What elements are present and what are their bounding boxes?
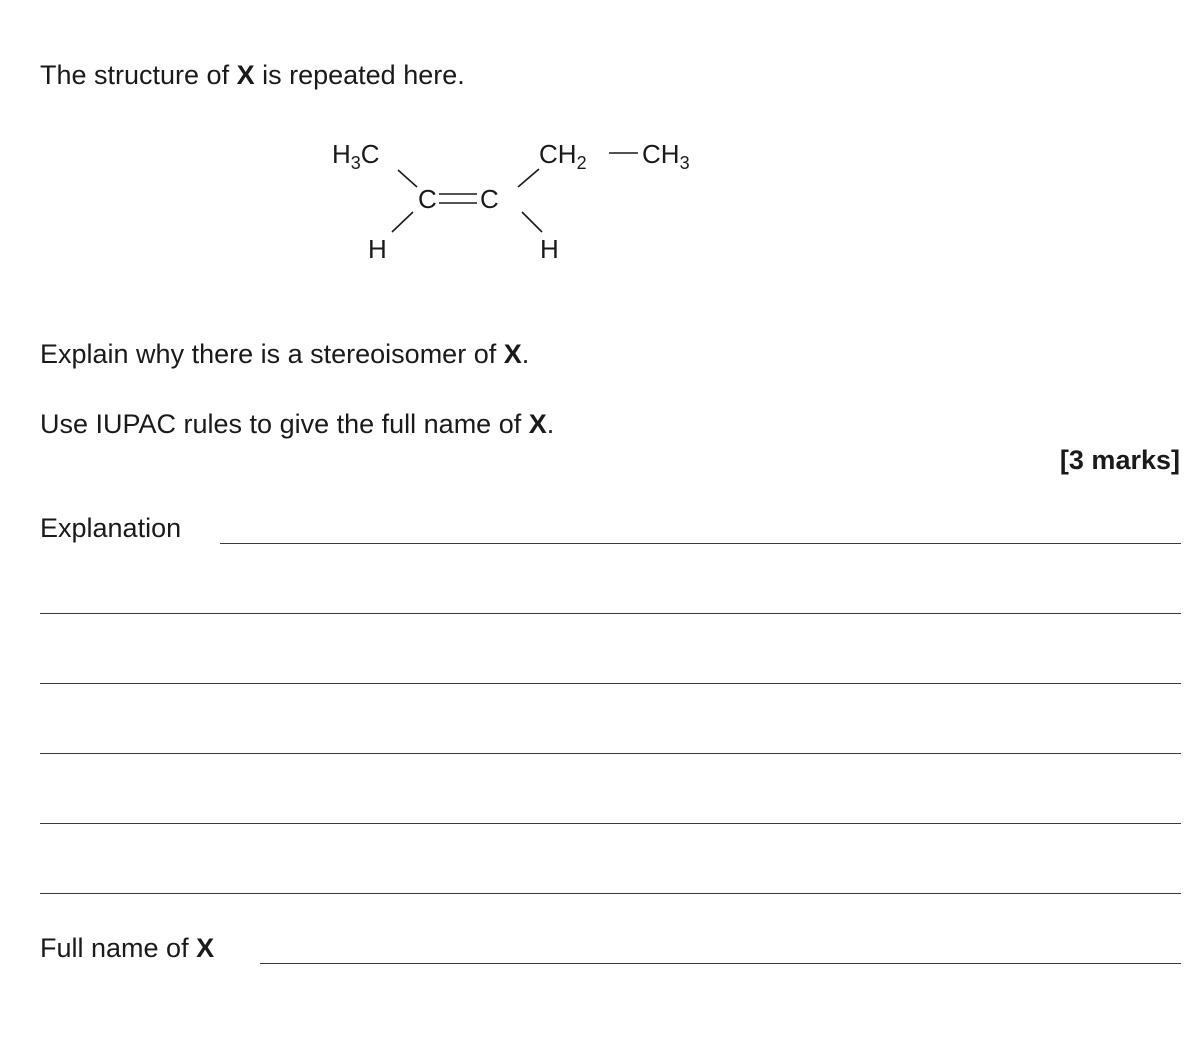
hydrogen-right: H (540, 234, 559, 264)
marks-label: [3 marks] (1059, 445, 1180, 475)
group-ch2: $CH_2$ (539, 139, 587, 173)
explanation-answer-line-2[interactable] (40, 613, 1181, 614)
question-iupac-symbol: X (528, 409, 547, 439)
group-h3c: $H_3C$ (332, 139, 380, 173)
full-name-answer-line[interactable] (260, 963, 1181, 964)
intro-symbol-x: X (236, 60, 255, 90)
structural-formula-diagram (320, 128, 720, 268)
bond-c-h-left (392, 212, 413, 232)
bond-c-h-right (522, 212, 542, 232)
question-iupac-before: Use IUPAC rules to give the full name of (40, 409, 529, 439)
explanation-label: Explanation (40, 513, 182, 543)
group-ch3: $CH_3$ (642, 139, 690, 173)
explanation-answer-line-4[interactable] (40, 753, 1181, 754)
bond-c-ch2 (518, 169, 539, 187)
question-stereoisomer-after: . (521, 339, 530, 369)
carbon-right: C (480, 184, 499, 214)
question-iupac-name (40, 408, 554, 440)
hydrogen-left: H (368, 234, 387, 264)
intro-text (40, 59, 465, 91)
explanation-answer-line-5[interactable] (40, 823, 1181, 824)
explanation-answer-line-3[interactable] (40, 683, 1181, 684)
carbon-left: C (418, 184, 437, 214)
bond-h3c-c (398, 170, 417, 187)
question-stereoisomer-symbol: X (503, 339, 522, 369)
full-name-label (40, 932, 214, 964)
question-iupac-after: . (546, 409, 555, 439)
intro-text-before: The structure of (40, 60, 237, 90)
full-name-label-symbol: X (196, 933, 215, 963)
intro-text-after: is repeated here. (254, 60, 465, 90)
full-name-label-before: Full name of (40, 933, 197, 963)
question-stereoisomer-before: Explain why there is a stereoisomer of (40, 339, 504, 369)
explanation-answer-line-1[interactable] (220, 543, 1181, 544)
question-stereoisomer (40, 338, 529, 370)
explanation-answer-line-6[interactable] (40, 893, 1181, 894)
